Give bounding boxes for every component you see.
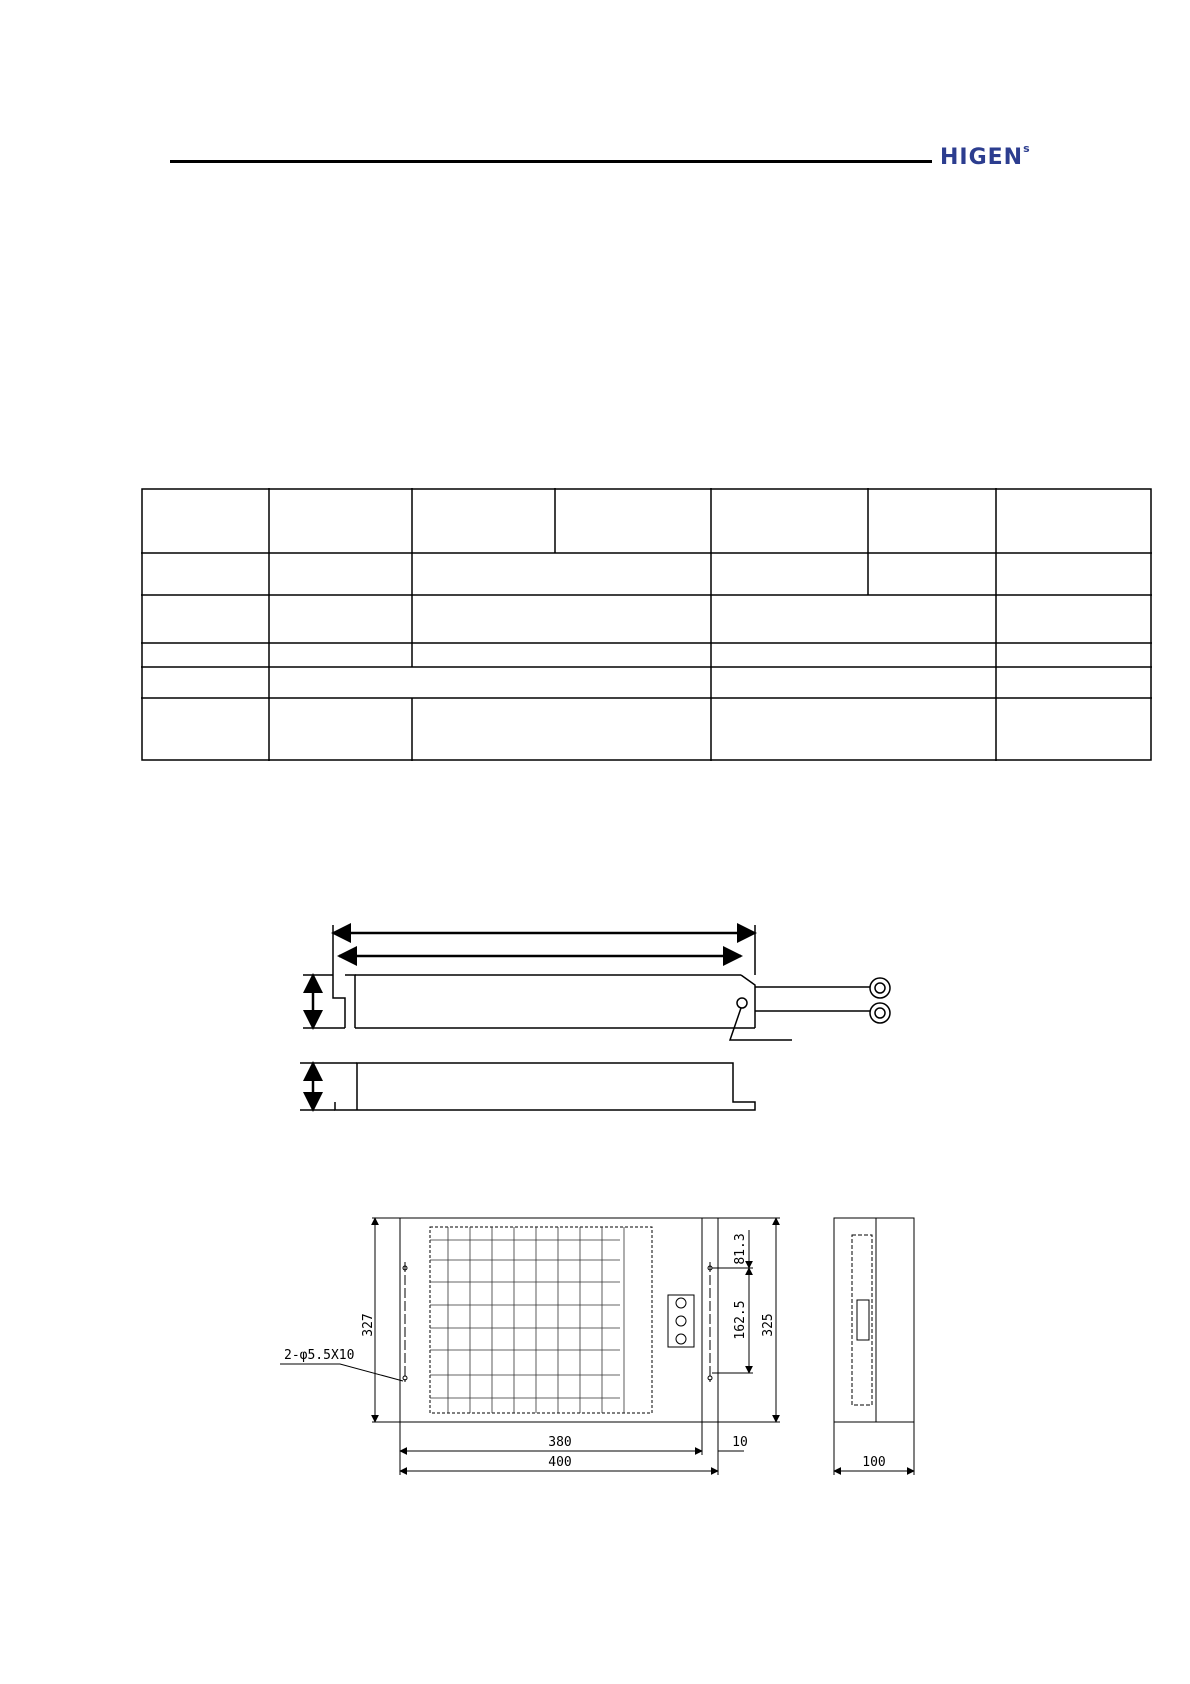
dim-overall-height: 327	[361, 1313, 376, 1337]
dim-overall-width: 400	[548, 1455, 572, 1470]
logo-text: HIGEN	[940, 145, 1024, 170]
dim-mounting-hole: 2-φ5.5X10	[284, 1348, 355, 1363]
side-view	[300, 1063, 755, 1110]
end-view	[834, 1218, 914, 1475]
top-view	[303, 925, 890, 1040]
dim-upper-offset: 81.3	[733, 1233, 748, 1265]
dim-depth: 100	[862, 1455, 886, 1470]
logo-superscript: s	[1023, 141, 1031, 155]
dim-inner-width: 380	[548, 1435, 572, 1450]
dim-hole-spacing: 162.5	[733, 1300, 748, 1340]
dim-edge-offset: 10	[732, 1435, 748, 1450]
dim-inner-height: 325	[761, 1313, 776, 1337]
plan-view	[280, 1218, 780, 1475]
